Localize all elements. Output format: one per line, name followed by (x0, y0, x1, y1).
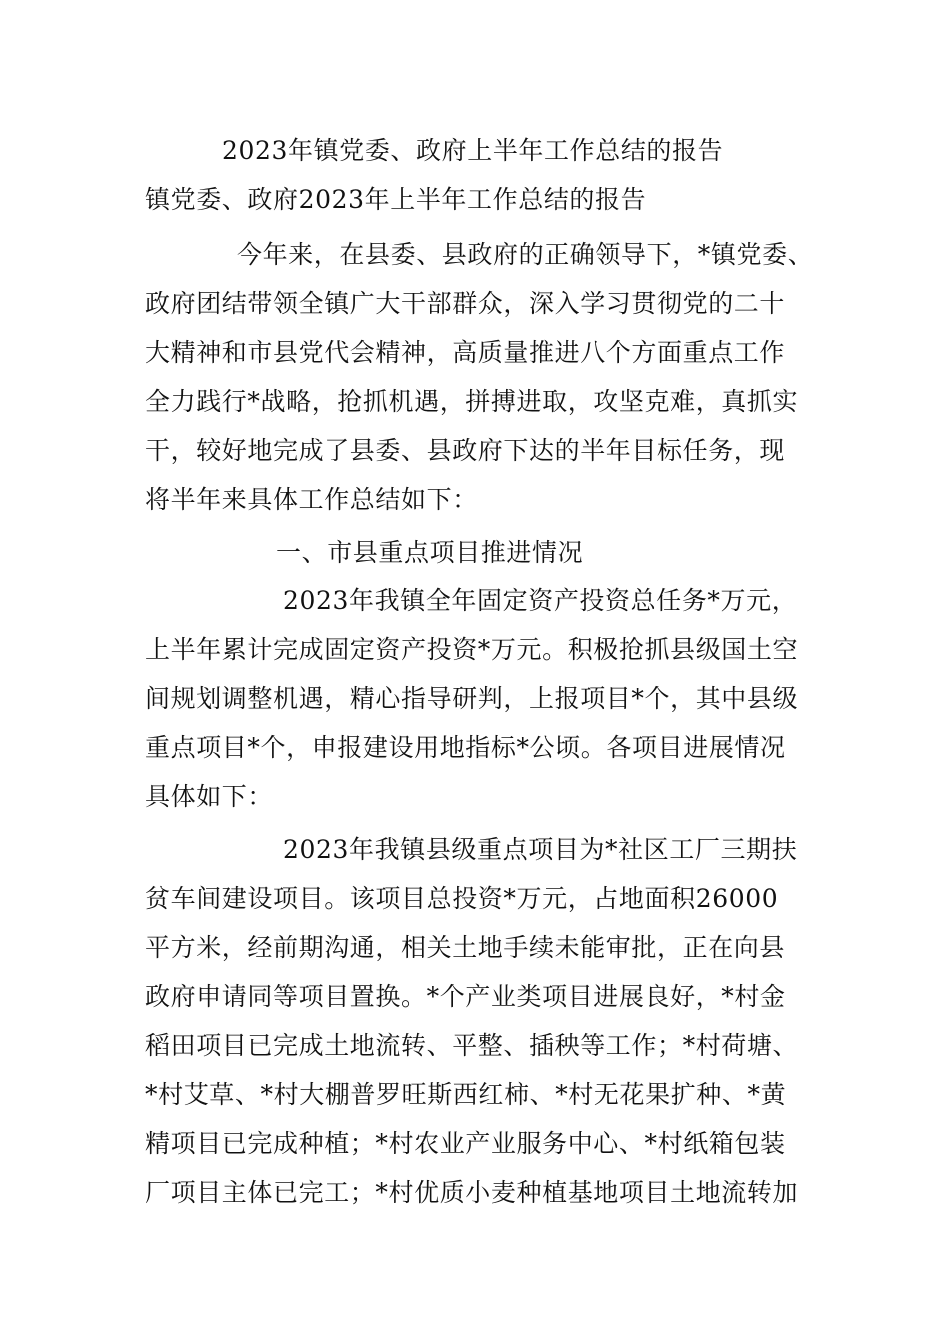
document-title: 2023年镇党委、政府上半年工作总结的报告 (222, 136, 724, 165)
section-p1-line-4: 重点项目*个，申报建设用地指标*公顷。各项目进展情况 (145, 733, 786, 762)
section-p2-line-4: 政府申请同等项目置换。*个产业类项目进展良好，*村金 (145, 982, 786, 1011)
section-p2-line-7: 精项目已完成种植；*村农业产业服务中心、*村纸箱包装 (145, 1129, 786, 1158)
section-p1-line-5: 具体如下： (145, 782, 274, 811)
intro-line-5: 干，较好地完成了县委、县政府下达的半年目标任务，现 (145, 436, 786, 465)
intro-line-2: 政府团结带领全镇广大干部群众，深入学习贯彻党的二十 (145, 289, 786, 318)
section-p2-line-3: 平方米，经前期沟通，相关土地手续未能审批，正在向县 (145, 933, 786, 962)
section-p1-line-3: 间规划调整机遇，精心指导研判，上报项目*个，其中县级 (145, 684, 799, 713)
section-p1-line-2: 上半年累计完成固定资产投资*万元。积极抢抓县级国土空 (145, 635, 799, 664)
section-p2-line-6: *村艾草、*村大棚普罗旺斯西红柿、*村无花果扩种、*黄 (145, 1080, 787, 1109)
section-p2-line-1: 2023年我镇县级重点项目为*社区工厂三期扶 (283, 835, 798, 864)
section-p2-line-8: 厂项目主体已完工；*村优质小麦种植基地项目土地流转加 (145, 1178, 799, 1207)
intro-line-4: 全力践行*战略，抢抓机遇，拼搏进取，攻坚克难，真抓实 (145, 387, 799, 416)
intro-line-3: 大精神和市县党代会精神，高质量推进八个方面重点工作 (145, 338, 786, 367)
section-heading: 一、市县重点项目推进情况 (276, 538, 584, 567)
section-p2-line-5: 稻田项目已完成土地流转、平整、插秧等工作；*村荷塘、 (145, 1031, 799, 1060)
section-p2-line-2: 贫车间建设项目。该项目总投资*万元，占地面积26000 (145, 884, 779, 913)
intro-line-6: 将半年来具体工作总结如下： (145, 485, 478, 514)
document-subtitle: 镇党委、政府2023年上半年工作总结的报告 (145, 185, 647, 214)
intro-line-1: 今年来，在县委、县政府的正确领导下，*镇党委、 (237, 240, 814, 269)
section-p1-line-1: 2023年我镇全年固定资产投资总任务*万元， (283, 586, 798, 615)
